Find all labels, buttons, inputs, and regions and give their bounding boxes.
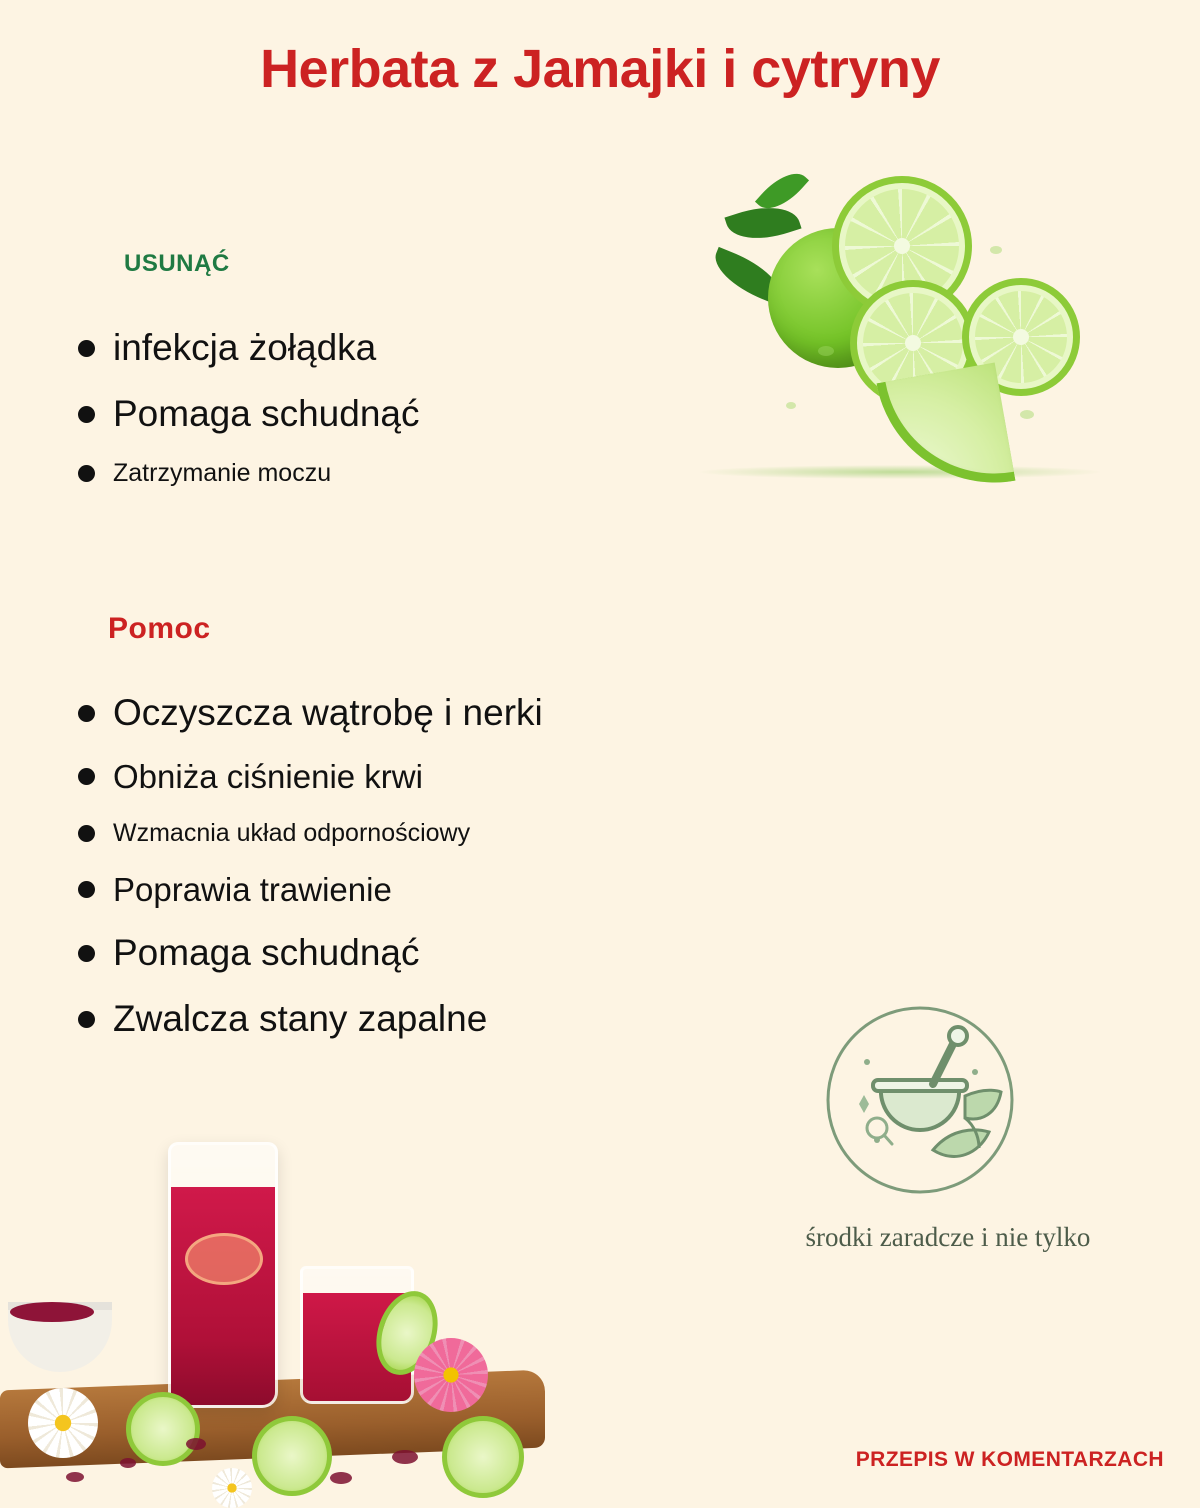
water-line — [700, 465, 1100, 479]
lime-slice — [442, 1416, 524, 1498]
section-heading-help: Pomoc — [108, 612, 211, 645]
list-item — [78, 869, 838, 910]
bullet-icon — [78, 406, 95, 423]
list-item — [78, 458, 698, 489]
list-item — [78, 690, 838, 736]
list-help — [78, 690, 838, 1051]
carafe — [168, 1142, 278, 1408]
daisy-flower — [212, 1468, 252, 1508]
daisy-flower — [28, 1388, 98, 1458]
splash-dot — [1020, 410, 1034, 419]
list-item-label: Pomaga schudnąć — [113, 932, 420, 973]
bullet-icon — [78, 825, 95, 842]
hibiscus-crumb — [66, 1472, 84, 1482]
list-item-label: Wzmacnia układ odpornościowy — [113, 818, 471, 847]
dried-hibiscus-in-bowl — [10, 1302, 94, 1322]
list-item — [78, 818, 838, 849]
list-item — [78, 756, 838, 797]
mortar-and-pestle-icon — [815, 1000, 1025, 1200]
list-item — [78, 996, 838, 1042]
list-item-label: Obniża ciśnienie krwi — [113, 758, 423, 796]
list-item-label: Pomaga schudnąć — [113, 393, 420, 435]
remedies-badge — [815, 1000, 1025, 1200]
hibiscus-crumb — [330, 1472, 352, 1484]
bullet-icon — [78, 705, 95, 722]
flower — [414, 1338, 488, 1412]
list-remove — [78, 325, 698, 497]
list-item-label: Zwalcza stany zapalne — [113, 998, 488, 1040]
bullet-icon — [78, 1011, 95, 1028]
list-item-label: Zatrzymanie moczu — [113, 458, 332, 487]
hibiscus-crumb — [186, 1438, 206, 1450]
bullet-icon — [78, 945, 95, 962]
list-item — [78, 325, 698, 371]
list-item-label: Oczyszcza wątrobę i nerki — [113, 692, 543, 733]
limes-illustration — [690, 150, 1110, 530]
hibiscus-drink-photo — [0, 1120, 560, 1500]
carafe-liquid — [171, 1187, 275, 1405]
list-item — [78, 391, 698, 437]
page-title: Herbata z Jamajki i cytryny — [260, 39, 940, 99]
bullet-icon — [78, 340, 95, 357]
fruit-slice — [185, 1233, 263, 1285]
hibiscus-crumb — [392, 1450, 418, 1464]
bullet-icon — [78, 768, 95, 785]
splash-dot — [990, 246, 1002, 254]
bullet-icon — [78, 881, 95, 898]
hibiscus-crumb — [120, 1458, 136, 1468]
splash-dot — [786, 402, 796, 409]
footer-note: PRZEPIS W KOMENTARZACH — [855, 1448, 1164, 1471]
lime-slice — [252, 1416, 332, 1496]
section-heading-remove: USUNĄĆ — [124, 250, 230, 277]
list-item — [78, 930, 838, 976]
lime-wedge — [876, 362, 1015, 501]
splash-dot — [818, 346, 834, 356]
list-item-label: Poprawia trawienie — [113, 870, 392, 908]
list-item-label: infekcja żołądka — [113, 327, 377, 368]
bullet-icon — [78, 465, 95, 482]
lime-slice — [126, 1392, 200, 1466]
badge-caption: środki zaradcze i nie tylko — [805, 1222, 1091, 1252]
